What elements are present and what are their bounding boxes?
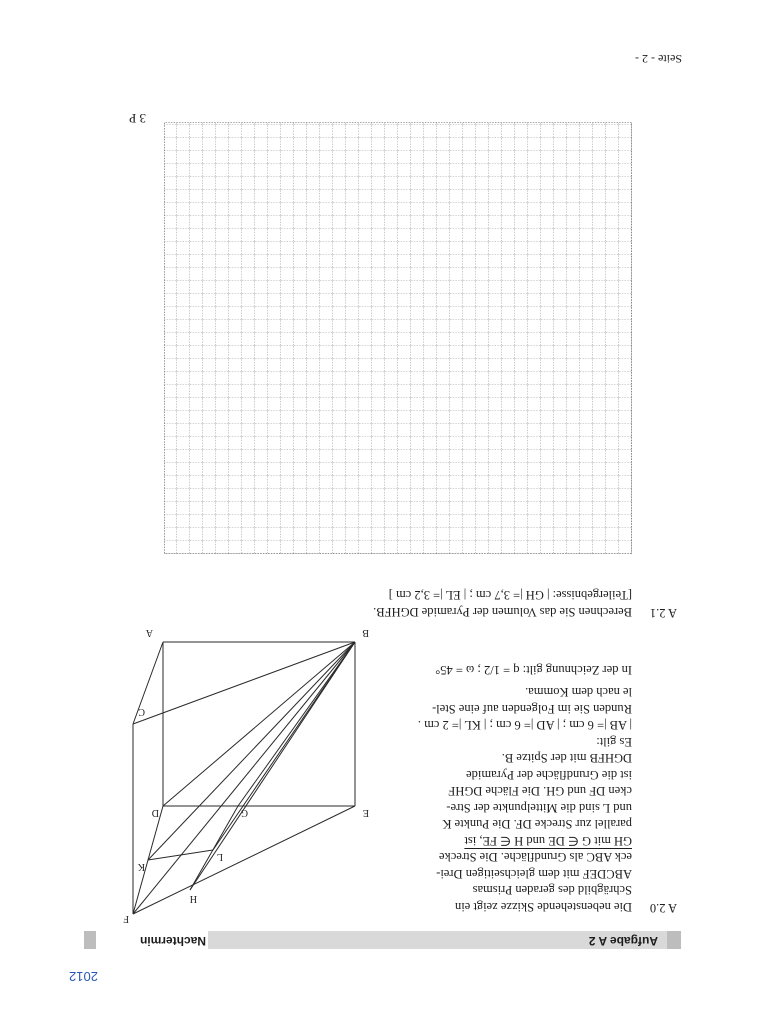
label-D: D bbox=[151, 807, 159, 818]
header-band-left-block bbox=[667, 931, 681, 949]
pyramid-edge-BL bbox=[213, 642, 355, 850]
task-title: Aufgabe A 2 bbox=[588, 934, 658, 948]
a20-line: eck ABC als Grundfläche. Die Strecke bbox=[439, 850, 632, 865]
a20-line: cken DF und GH. Die Fläche DGHF bbox=[448, 784, 632, 799]
task-a20-text bbox=[382, 662, 632, 916]
label-K: K bbox=[137, 861, 145, 872]
header-band-right-edge bbox=[84, 931, 96, 949]
a20-line: | AB |= 6 cm ; | AD |= 6 cm ; | KL |= 2 cm . bbox=[417, 718, 632, 733]
points-label: 3 P bbox=[129, 111, 146, 126]
label-C: C bbox=[138, 706, 145, 717]
label-G: G bbox=[240, 807, 248, 818]
task-a21-text bbox=[232, 587, 632, 620]
pyramid-edge-BG bbox=[238, 642, 355, 806]
label-A: A bbox=[145, 627, 153, 638]
a20-line: und L sind die Mittelpunkte der Stre- bbox=[446, 801, 632, 815]
prism-figure bbox=[123, 614, 373, 924]
a20-line: le nach dem Komma. bbox=[525, 685, 632, 700]
a20-line: DGHFB mit der Spitze B. bbox=[501, 751, 632, 766]
a21-line: [Teilergebnisse: | GH |= 3,7 cm ; | EL |= 3,2 cm ] bbox=[388, 588, 632, 603]
a20-line: In der Zeichnung gilt: q = 1/2 ; ω = 45° bbox=[435, 663, 632, 677]
segment-KL bbox=[148, 850, 213, 860]
pyramid-edge-BD bbox=[163, 642, 355, 806]
label-F: F bbox=[123, 913, 129, 924]
label-B: B bbox=[362, 627, 369, 638]
a20-line: Runden Sie im Folgenden auf eine Stel- bbox=[432, 702, 632, 716]
a20-line: Die nebenstehende Skizze zeigt ein bbox=[454, 900, 632, 914]
label-H: H bbox=[189, 893, 197, 904]
a20-line: Es gilt: bbox=[596, 735, 632, 749]
a21-line: Berechnen Sie das Volumen der Pyramide DGHFB. bbox=[373, 605, 632, 619]
exam-label: Nachtermin bbox=[139, 934, 206, 948]
task-a21-number: A 2.1 bbox=[649, 606, 677, 620]
label-E: E bbox=[362, 807, 369, 818]
a20-line: ABCDEF mit dem gleichseitigen Drei- bbox=[436, 867, 632, 881]
answer-grid bbox=[164, 122, 632, 554]
pyramid-edge-BK bbox=[148, 642, 355, 860]
a20-line: Schrägbild des geraden Prismas bbox=[472, 883, 632, 898]
a20-line: GH mit G ∈ DE und H ∈ FE, ist bbox=[464, 834, 632, 848]
page-number: Seite - 2 - bbox=[635, 52, 682, 66]
a20-line: ist die Grundfläche der Pyramide bbox=[466, 768, 632, 782]
task-a20-number: A 2.0 bbox=[649, 901, 677, 915]
label-L: L bbox=[216, 851, 223, 862]
pyramid-edge-BH bbox=[190, 642, 355, 890]
prism-edge-EF bbox=[133, 806, 355, 914]
year-label: 2012 bbox=[69, 969, 98, 984]
a20-line: parallel zur Strecke DF. Die Punkte K bbox=[442, 817, 632, 832]
grid-cells bbox=[164, 122, 632, 554]
